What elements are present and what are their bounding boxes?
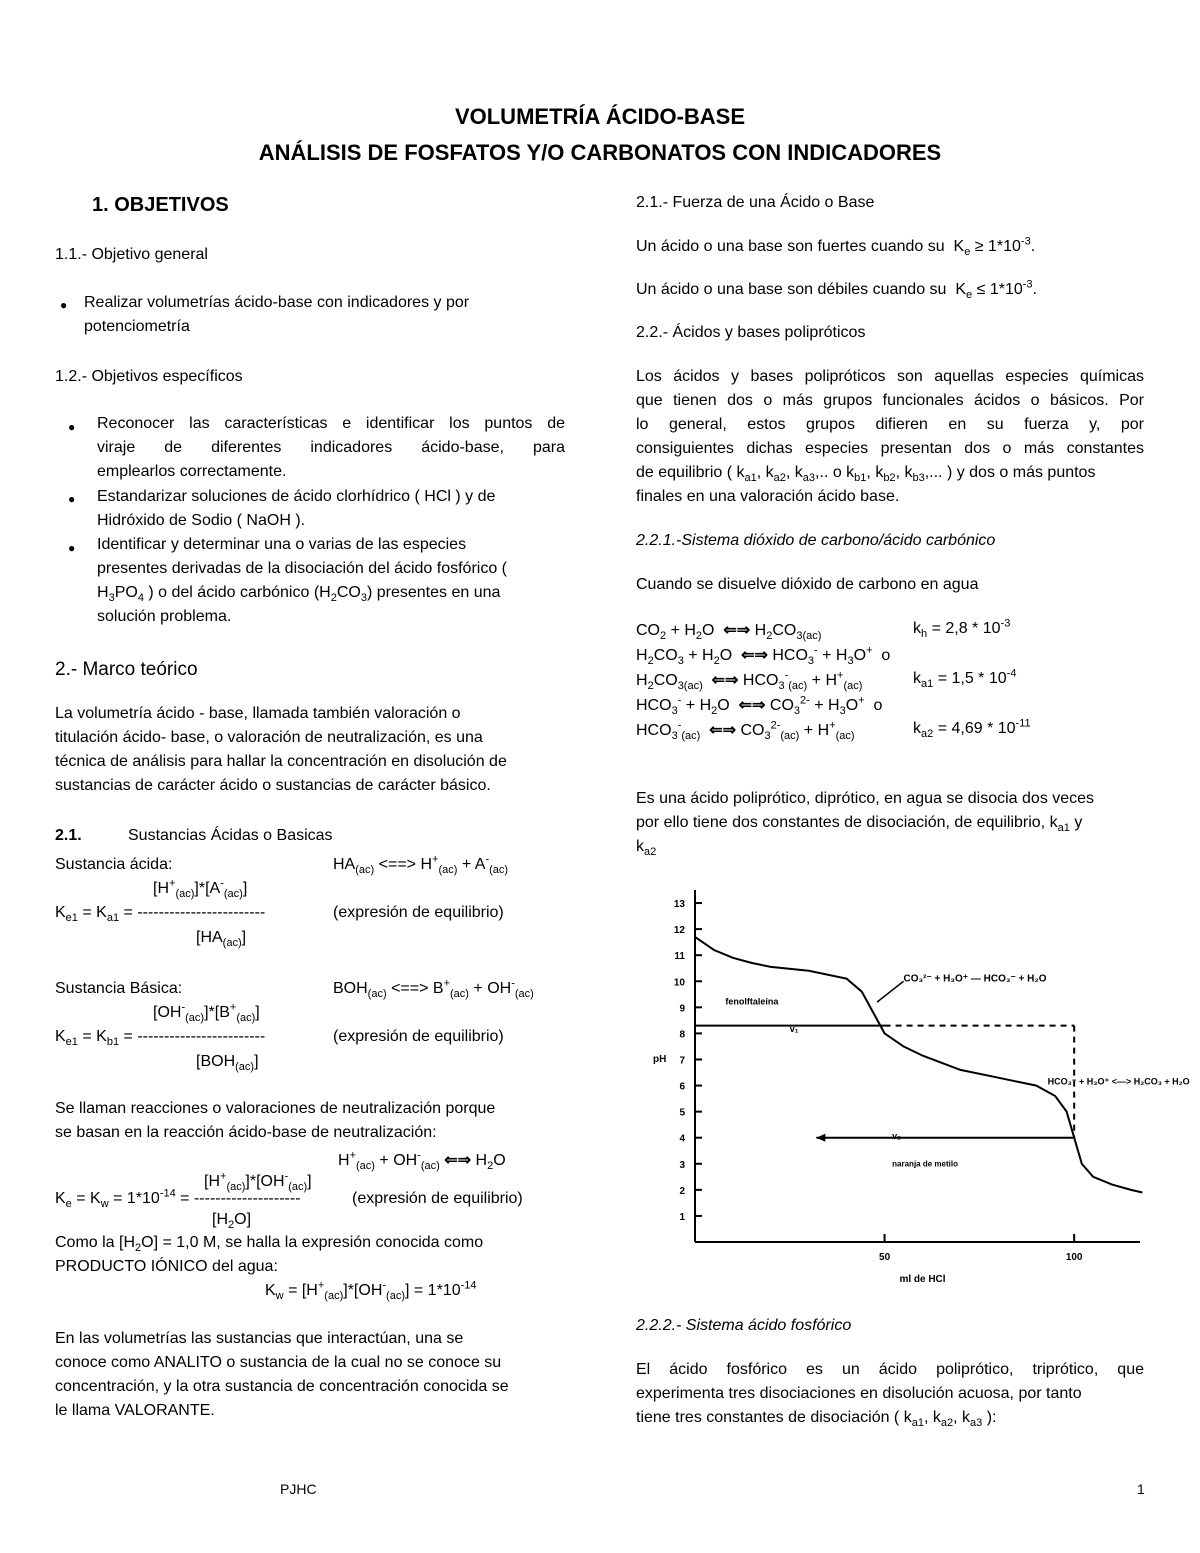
y-tick-label: 5 [679, 1107, 685, 1119]
como-text-line1: Como la $[H_2O] = 1,0$ M, se halla la expresión conocida como [55, 1234, 484, 1255]
eq-kh: $k_h = 2,8 * 10^{-3}$ [913, 617, 1011, 641]
acid-numerator: $[H^+_{(ac)}]*[A^-_{(ac)}]$ [153, 877, 248, 901]
especifico-2-line1: Estandarizar soluciones de ácido clorhídrico ( HCl ) y de [97, 488, 496, 505]
acid-expresion-label: (expresión de equilibrio) [333, 904, 504, 921]
s22-text-line3: lo general, estos grupos difieren en su fuerza y, por [636, 416, 1144, 433]
y-tick-label: 11 [674, 951, 685, 963]
sustancia-basica-label: Sustancia Básica: [55, 980, 183, 997]
x-tick-label: 50 [879, 1252, 891, 1263]
water-denominator: $[H_2O]$ [212, 1211, 252, 1232]
marco-text-line2: titulación ácido- base, o valoración de neutralización, es una [55, 729, 483, 746]
y-tick-label: 12 [673, 925, 685, 937]
section-2-1-number: 2.1. [55, 827, 82, 844]
neutral-text-line2: se basan en la reacción ácido-base de neutralización: [55, 1124, 437, 1141]
final-text-line3: concentración, y la otra sustancia de concentración conocida se [55, 1378, 509, 1395]
acid-reaction: $HA_{(ac)}$ <==> $H^+_{(ac)} + A^-_{(ac)}$ [333, 853, 509, 877]
water-numerator: $[H^+_{(ac)}]*[OH^-_{(ac)}]$ [204, 1170, 312, 1194]
titration-chart [650, 880, 1190, 1290]
eq-hco3-diss: $HCO_3^-_{(ac)}$ ⇐⇒ $CO_3^{2-}_{(ac)} + H^+_{(ac)}$ [636, 719, 855, 743]
footer-page-number: 1 [1137, 1481, 1145, 1497]
marco-teorico-heading: 2.- Marco teórico [55, 659, 198, 680]
especifico-3-line4: solución problema. [97, 608, 232, 625]
objetivos-especificos-heading: 1.2.- Objetivos específicos [55, 368, 243, 385]
diprotic-text-line2: por ello tiene dos constantes de disociación, de equilibrio, $k_{a1}$ y [636, 814, 1083, 835]
objetivo-general-line2: potenciometría [84, 318, 190, 335]
y-tick-label: 6 [679, 1081, 685, 1093]
fuerte-text: Un ácido o una base son fuertes cuando su $K_e \ge 1*10^{-3}$. [636, 235, 1036, 259]
eq-co2-h2o: $CO_2 + H_2O$ ⇐⇒ $H_2CO_{3(ac)}$ [636, 622, 822, 643]
base-reaction: $BOH_{(ac)}$ <==> $B^+_{(ac)} + OH^-_{(ac)}$ [333, 977, 534, 1001]
especifico-2-line2: Hidróxido de Sodio ( NaOH ). [97, 512, 306, 529]
annotation-v2: v₂ [892, 1131, 902, 1142]
s222-text-line2: experimenta tres disociaciones en disolución acuosa, por tanto [636, 1385, 1082, 1402]
final-text-line4: le llama VALORANTE. [55, 1402, 215, 1419]
s221-text: Cuando se disuelve dióxido de carbono en agua [636, 576, 979, 593]
eq-h2co3-h2o: $H_2CO_3 + H_2O$ ⇐⇒ $HCO_3^- + H_3O^+$ o [636, 644, 891, 668]
eq-hco3-h2o: $HCO_3^- + H_2O$ ⇐⇒ $CO_3^{2-} + H_3O^+$ o [636, 694, 883, 718]
annotation-v1: v₁ [789, 1024, 799, 1035]
x-axis-label: ml de HCl [899, 1274, 946, 1285]
base-denominator: $[BOH_{(ac)}]$ [196, 1053, 259, 1074]
eq-ka2: $k_{a2} = 4,69 * 10^{-11}$ [913, 717, 1031, 741]
base-ke-equation: $K_{e1} = K_{b1}$ = ------------------------ [55, 1028, 266, 1049]
x-tick-label: 100 [1065, 1252, 1083, 1263]
especifico-1-line1: Reconocer las características e identificar los puntos de [97, 415, 565, 432]
marco-text-line3: técnica de análisis para hallar la concentración en disolución de [55, 753, 507, 770]
y-tick-label: 13 [673, 899, 685, 911]
s22-text-line5: de equilibrio ( $k_{a1}$, $k_{a2}$, $k_{a3}$,.. o $k_{b1}$, $k_{b2}$, $k_{b3}$,... ) y dos o más puntos [636, 464, 1096, 485]
document-title-line2: ANÁLISIS DE FOSFATOS Y/O CARBONATOS CON INDICADORES [258, 140, 942, 165]
diprotic-text-line1: Es una ácido poliprótico, diprótico, en agua se disocia dos veces [636, 790, 1095, 807]
base-numerator: $[OH^-_{(ac)}]*[B^+_{(ac)}]$ [153, 1001, 260, 1025]
s222-text-line3: tiene tres constantes de disociación ( $k_{a1}$, $k_{a2}$, $k_{a3}$ ): [636, 1409, 997, 1430]
y-tick-label: 9 [679, 1003, 685, 1015]
acid-ke-equation: $K_{e1} = K_{a1}$ = ------------------------ [55, 904, 266, 925]
section-2-2-1-heading: 2.2.1.-Sistema dióxido de carbono/ácido carbónico [636, 532, 996, 549]
bullet-icon: ● [68, 492, 76, 506]
y-tick-label: 2 [679, 1185, 685, 1197]
arrow-head-icon [816, 1134, 825, 1142]
kw-equation: $K_w = [H^+_{(ac)}]*[OH^-_{(ac)}] = 1*10^{-14}$ [265, 1279, 477, 1303]
y-tick-label: 3 [679, 1159, 685, 1171]
annotation-hco3: HCO₃⁻ + H₃O⁺ <—> H₂CO₃ + H₂O [1047, 1076, 1190, 1087]
section-2-1-title: Sustancias Ácidas o Basicas [128, 827, 333, 844]
water-reaction: $H^+_{(ac)} + OH^-_{(ac)}$ ⇐⇒ $H_2O$ [338, 1149, 506, 1173]
y-tick-label: 10 [673, 977, 685, 989]
s22-text-line4: consiguientes dichas especies presentan dos o más constantes [636, 440, 1144, 457]
annotation-naranja: naranja de metilo [892, 1159, 958, 1169]
especifico-1-line2: viraje de diferentes indicadores ácido-base, para [97, 439, 565, 456]
eq-ka1: $k_{a1} = 1,5 * 10^{-4}$ [913, 667, 1017, 691]
annotation-co3: CO₃²⁻ + H₃O⁺ — HCO₃⁻ + H₂O [903, 973, 1047, 985]
document-title-line1: VOLUMETRÍA ÁCIDO-BASE [454, 104, 746, 129]
objetivo-general-line1: Realizar volumetrías ácido-base con indicadores y por [84, 294, 470, 311]
especifico-1-line3: emplearlos correctamente. [97, 463, 287, 480]
base-expresion-label: (expresión de equilibrio) [333, 1028, 504, 1045]
neutral-text-line1: Se llaman reacciones o valoraciones de neutralización porque [55, 1100, 496, 1117]
s222-text-line1: El ácido fosfórico es un ácido poliprótico, triprótico, que [636, 1361, 1144, 1378]
objetivo-general-heading: 1.1.- Objetivo general [55, 246, 208, 263]
y-tick-label: 7 [679, 1055, 685, 1067]
debil-text: Un ácido o una base son débiles cuando su $K_e \le 1*10^{-3}$. [636, 278, 1037, 302]
objetivos-heading: 1. OBJETIVOS [92, 194, 229, 216]
y-axis-label: pH [653, 1054, 667, 1066]
section-2-2-heading: 2.2.- Ácidos y bases polipróticos [636, 324, 866, 341]
y-tick-label: 1 [679, 1211, 685, 1223]
eq-h2co3-diss: $H_2CO_{3(ac)}$ ⇐⇒ $HCO_3^-_{(ac)} + H^+_{(ac)}$ [636, 669, 863, 693]
final-text-line1: En las volumetrías las sustancias que interactúan, una se [55, 1330, 464, 1347]
marco-text-line4: sustancias de carácter ácido o sustancias de carácter básico. [55, 777, 491, 794]
especifico-3-line2: presentes derivadas de la disociación del ácido fosfórico ( [97, 560, 508, 577]
especifico-3-line1: Identificar y determinar una o varias de las especies [97, 536, 467, 553]
especifico-3-line3: $H_3PO_4$ ) o del ácido carbónico $(H_2CO_3)$ presentes en una [97, 584, 501, 605]
bullet-icon: ● [68, 541, 76, 555]
sustancia-acida-label: Sustancia ácida: [55, 856, 173, 873]
water-expresion-label: (expresión de equilibrio) [352, 1190, 523, 1207]
final-text-line2: conoce como ANALITO o sustancia de la cual no se conoce su [55, 1354, 502, 1371]
annotation-leader [877, 981, 904, 1002]
diprotic-text-line3: $k_{a2}$ [636, 838, 657, 859]
bullet-icon: ● [60, 298, 68, 312]
como-text-line2: PRODUCTO IÓNICO del agua: [55, 1258, 278, 1275]
section-2-1-fuerza-heading: 2.1.- Fuerza de una Ácido o Base [636, 194, 875, 211]
water-ke-equation: $K_e = K_w = 1*10^{-14}$ = -------------------- [55, 1187, 301, 1211]
s22-text-line2: que tienen dos o más grupos funcionales ácidos o básicos. Por [636, 392, 1144, 409]
s22-text-line6: finales en una valoración ácido base. [636, 488, 900, 505]
annotation-fenolftaleina: fenolftaleína [725, 996, 779, 1007]
y-tick-label: 8 [679, 1029, 685, 1041]
bullet-icon: ● [68, 420, 76, 434]
s22-text-line1: Los ácidos y bases polipróticos son aquellas especies químicas [636, 368, 1144, 385]
section-2-2-2-heading: 2.2.2.- Sistema ácido fosfórico [636, 1317, 852, 1334]
marco-text-line1: La volumetría ácido - base, llamada también valoración o [55, 705, 461, 722]
y-tick-label: 4 [679, 1133, 685, 1145]
footer-author: PJHC [280, 1481, 317, 1497]
acid-denominator: $[HA_{(ac)}]$ [196, 929, 247, 950]
